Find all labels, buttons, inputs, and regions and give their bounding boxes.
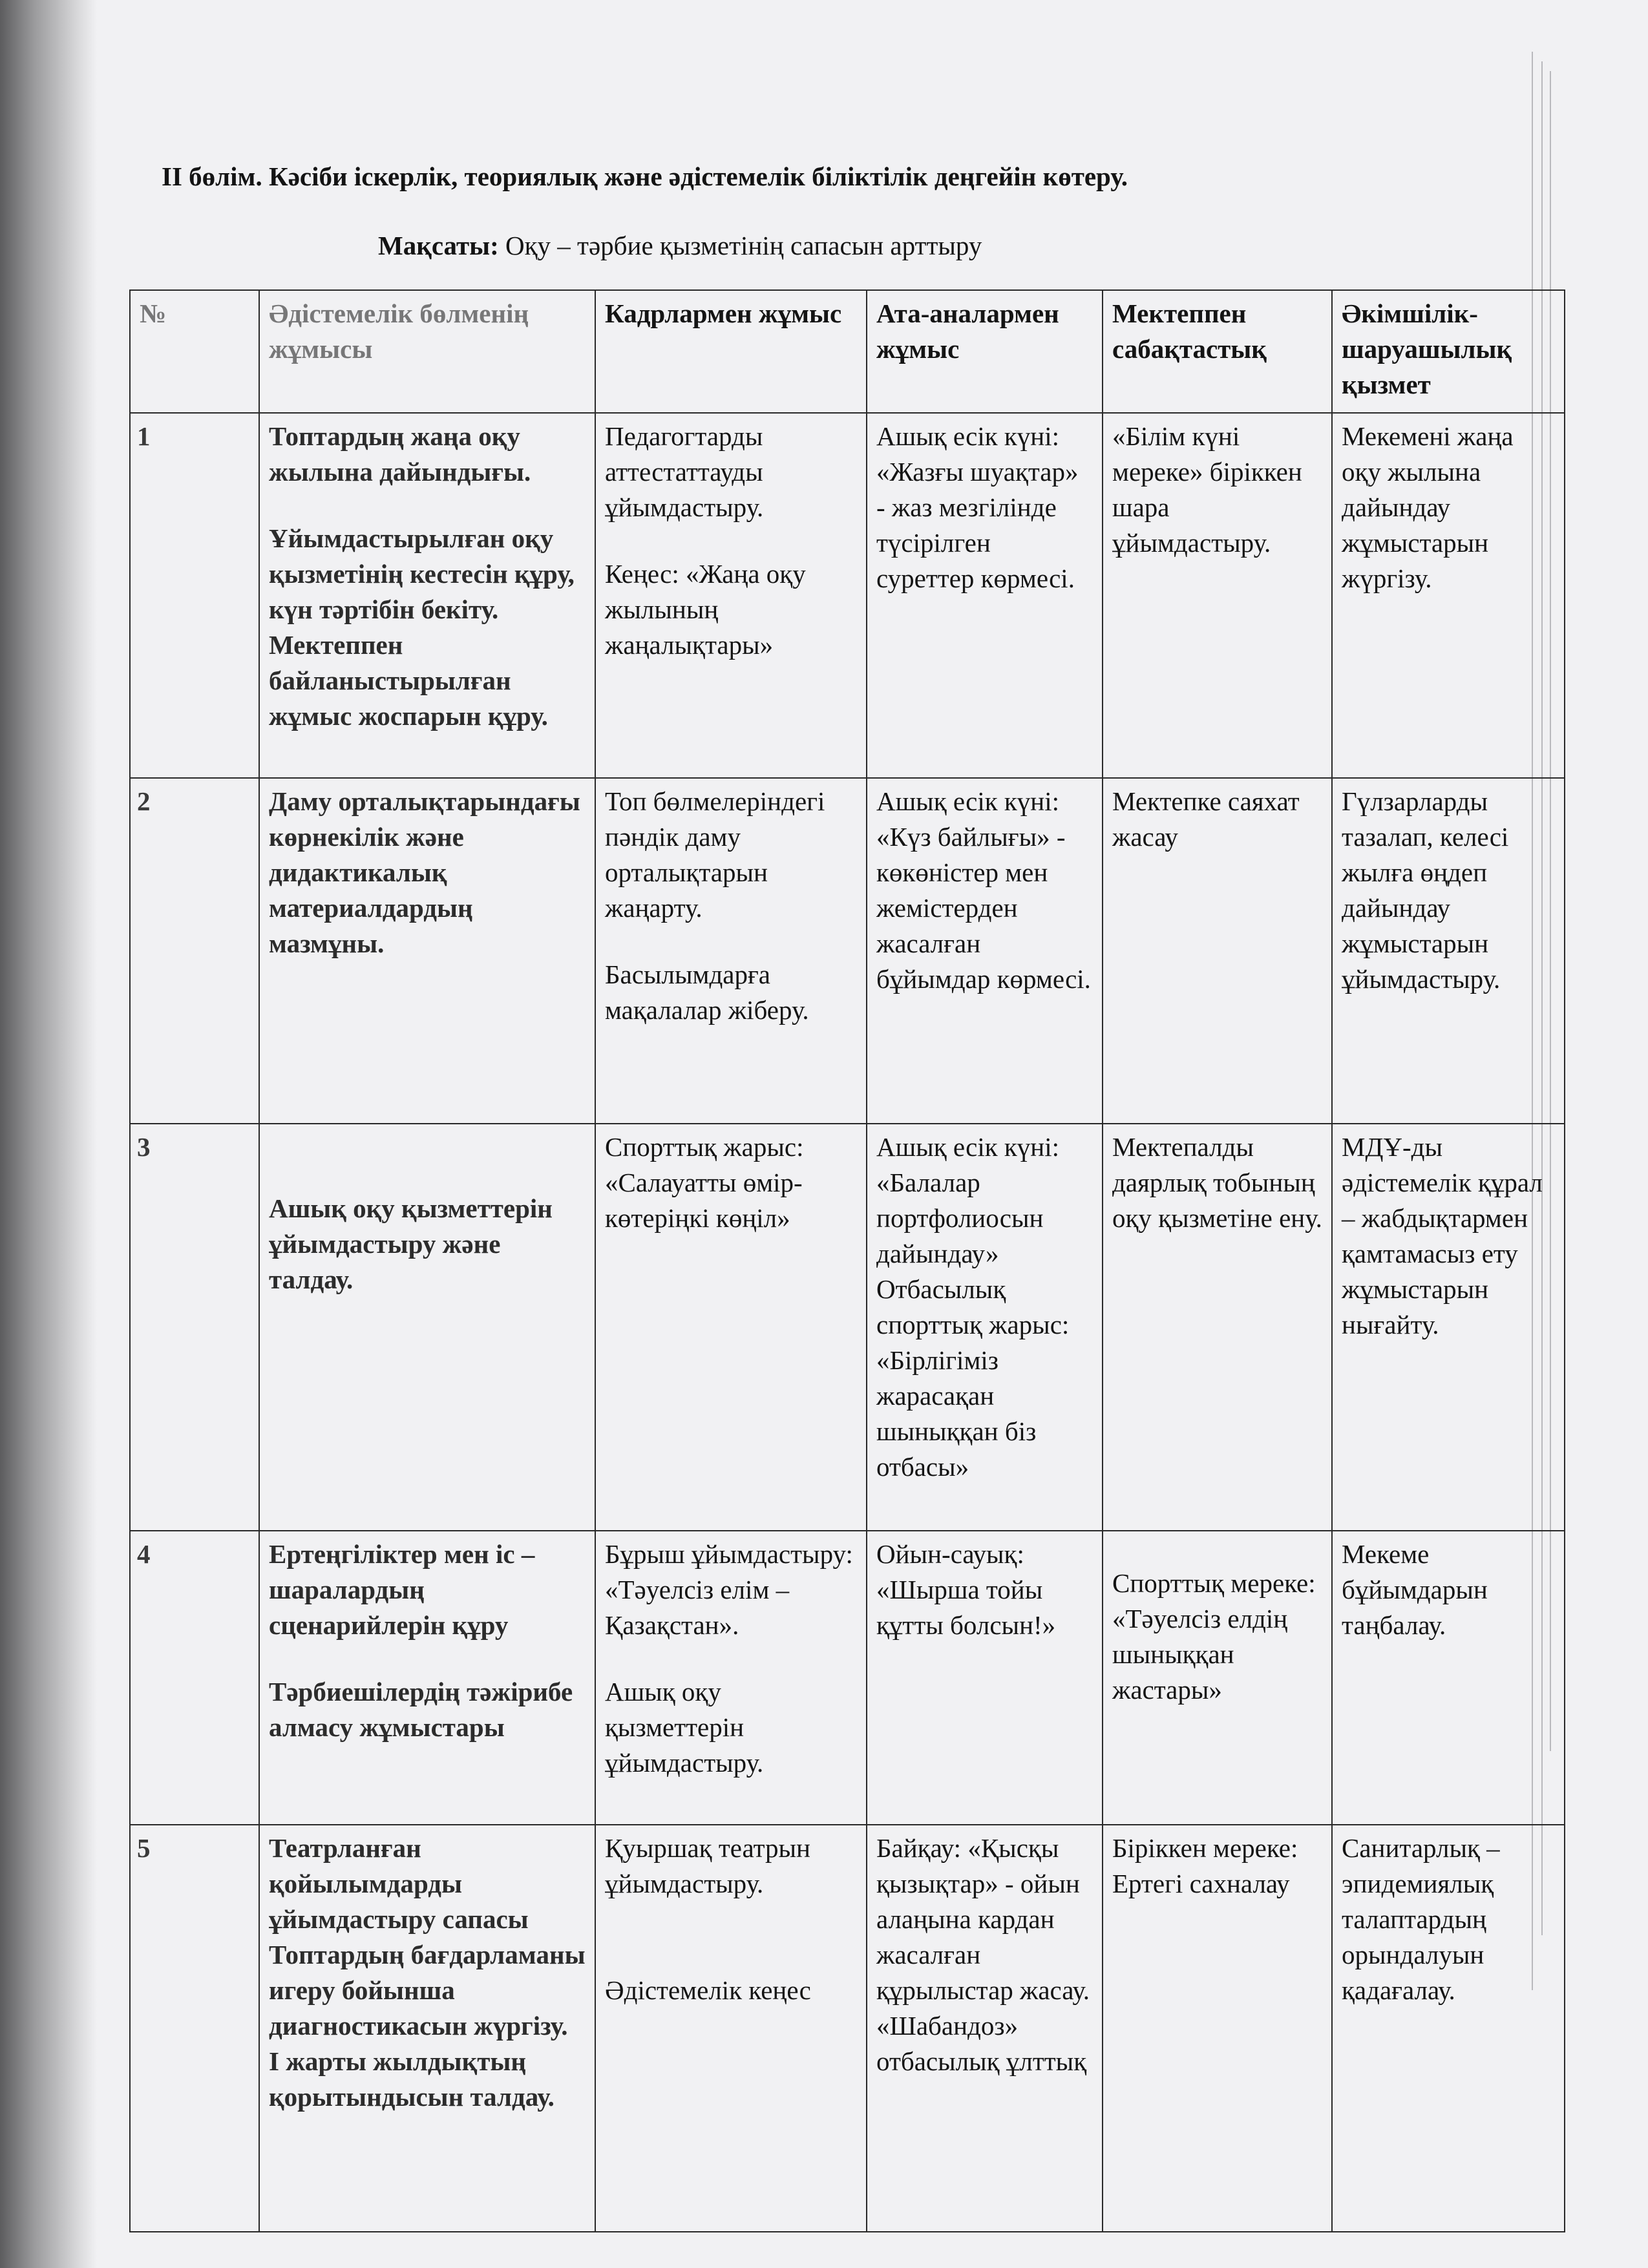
cell-text: «Білім күні мереке» біріккен шара ұйымдастыру.: [1112, 421, 1302, 558]
cell-text: Топтардың жаңа оқу жылына дайындығы.: [269, 421, 531, 487]
cell-staff: [595, 413, 867, 778]
cell-text: Біріккен мереке: Ертегі сахналау: [1112, 1833, 1298, 1898]
col-header-methodical: Әдістемелік бөлменің жұмысы: [259, 290, 595, 413]
cell-methodical: [259, 413, 595, 778]
cell-methodical: [259, 1531, 595, 1825]
work-plan-table: [129, 289, 1565, 2232]
section-goal: [378, 227, 1347, 264]
cell-text: Спорттық жарыс: «Салауатты өмір-көтеріңкі көңіл»: [605, 1132, 804, 1233]
cell-text: Ашық есік күні: «Жазғы шуақтар» - жаз мезгілінде түсірілген суреттер көрмесі.: [876, 421, 1079, 593]
cell-text: Гүлзарларды тазалап, келесі жылға өңдеп дайындау жұмыстарын ұйымдастыру.: [1342, 786, 1509, 994]
table-row: [130, 1531, 1565, 1825]
table-header-row: [130, 290, 1565, 413]
cell-parents: [867, 1531, 1103, 1825]
cell-text: Ұйымдастырылған оқу қызметінің кестесін құру, күн тәртібін бекіту. Мектеппен байланыстырылған жұмыс жоспарын құру.: [269, 523, 575, 731]
row-number: 5: [130, 1825, 259, 2232]
cell-staff: [595, 778, 867, 1124]
goal-label: Мақсаты:: [378, 231, 499, 260]
cell-parents: [867, 1825, 1103, 2232]
cell-text: Ашық оқу қызметтерін ұйымдастыру және талдау.: [269, 1193, 553, 1294]
scan-shadow: [0, 0, 97, 2268]
cell-text: Қуыршақ театрын ұйымдастыру.: [605, 1833, 810, 1898]
cell-text: Ашық оқу қызметтерін ұйымдастыру.: [605, 1677, 764, 1778]
goal-text: Оқу – тәрбие қызметінің сапасын арттыру: [505, 231, 982, 260]
cell-text: Басылымдарға мақалалар жіберу.: [605, 960, 809, 1025]
cell-text: МДҰ-ды әдістемелік құрал – жабдықтармен қамтамасыз ету жұмыстарын нығайту.: [1342, 1132, 1543, 1339]
cell-text: Ашық есік күні: «Күз байлығы» - көкөністер мен жемістерден жасалған бұйымдар көрмесі.: [876, 786, 1091, 994]
col-header-staff: Кадрлармен жұмыс: [595, 290, 867, 413]
cell-admin: [1332, 1825, 1565, 2232]
cell-text: Педагогтарды аттестаттауды ұйымдастыру.: [605, 421, 764, 522]
cell-staff: [595, 1825, 867, 2232]
cell-parents: [867, 778, 1103, 1124]
col-header-parents: Ата-аналармен жұмыс: [867, 290, 1103, 413]
cell-text: Ашық есік күні: «Балалар портфолиосын дайындау» Отбасылық спорттық жарыс: «Бірлігіміз жарасақан шыныққан біз отбасы»: [876, 1132, 1070, 1482]
table-row: [130, 778, 1565, 1124]
cell-text: Байқау: «Қысқы қызықтар» - ойын алаңына кардан жасалған құрылыстар жасау. «Шабандоз» отбасылық ұлттық: [876, 1833, 1090, 2076]
cell-text: Мектепалды даярлық тобының оқу қызметіне ену.: [1112, 1132, 1322, 1233]
cell-parents: [867, 1124, 1103, 1531]
cell-text: Даму орталықтарындағы көрнекілік және дидактикалық материалдардың мазмұны.: [269, 786, 580, 958]
table-row: [130, 1124, 1565, 1531]
cell-methodical: [259, 1825, 595, 2232]
cell-text: Топ бөлмелеріндегі пәндік даму орталықтарын жаңарту.: [605, 786, 825, 923]
cell-text: Ертеңгіліктер мен іс – шаралардың сценарийлерін құру: [269, 1539, 535, 1640]
col-header-school: Мектеппен сабақтастық: [1103, 290, 1332, 413]
section-heading: ІІ бөлім. Кәсіби іскерлік, теориялық және әдістемелік біліктілік деңгейін көтеру.: [162, 162, 1128, 191]
row-number: 1: [130, 413, 259, 778]
cell-school: [1103, 1825, 1332, 2232]
col-header-admin: Әкімшілік-шаруашылық қызмет: [1332, 290, 1565, 413]
cell-school: [1103, 778, 1332, 1124]
cell-parents: [867, 413, 1103, 778]
table-row: [130, 1825, 1565, 2232]
cell-text: Санитарлық – эпидемиялық талаптардың орындалуын қадағалау.: [1342, 1833, 1500, 2005]
row-number: 4: [130, 1531, 259, 1825]
cell-admin: [1332, 1124, 1565, 1531]
cell-school: [1103, 413, 1332, 778]
cell-text: Әдістемелік кеңес: [605, 1975, 811, 2005]
cell-text: Мектепке саяхат жасау: [1112, 786, 1300, 852]
cell-admin: [1332, 778, 1565, 1124]
cell-text: Спорттық мереке: «Тәуелсіз елдің шыныққан жастары»: [1112, 1568, 1316, 1705]
cell-school: [1103, 1531, 1332, 1825]
cell-text: Мекемені жаңа оқу жылына дайындау жұмыстарын жүргізу.: [1342, 421, 1514, 593]
cell-text: Ойын-сауық: «Шырша тойы құтты болсын!»: [876, 1539, 1056, 1640]
cell-methodical: [259, 778, 595, 1124]
cell-text: Театрланған қойылымдарды ұйымдастыру сапасы Топтардың бағдарламаны игеру бойынша диагностикасын жүргізу. І жарты жылдықтың қорытындысын талдау.: [269, 1833, 586, 2112]
row-number: 2: [130, 778, 259, 1124]
col-header-number: №: [130, 290, 259, 413]
cell-school: [1103, 1124, 1332, 1531]
cell-staff: [595, 1124, 867, 1531]
cell-admin: [1332, 1531, 1565, 1825]
cell-text: Тәрбиешілердің тәжірибе алмасу жұмыстары: [269, 1677, 573, 1742]
cell-methodical: [259, 1124, 595, 1531]
cell-admin: [1332, 413, 1565, 778]
cell-staff: [595, 1531, 867, 1825]
row-number: 3: [130, 1124, 259, 1531]
table-row: [130, 413, 1565, 778]
cell-text: Мекеме бұйымдарын таңбалау.: [1342, 1539, 1488, 1640]
cell-text: Кеңес: «Жаңа оқу жылының жаңалықтары»: [605, 559, 806, 660]
cell-text: Бұрыш ұйымдастыру: «Тәуелсіз елім – Қазақстан».: [605, 1539, 853, 1640]
